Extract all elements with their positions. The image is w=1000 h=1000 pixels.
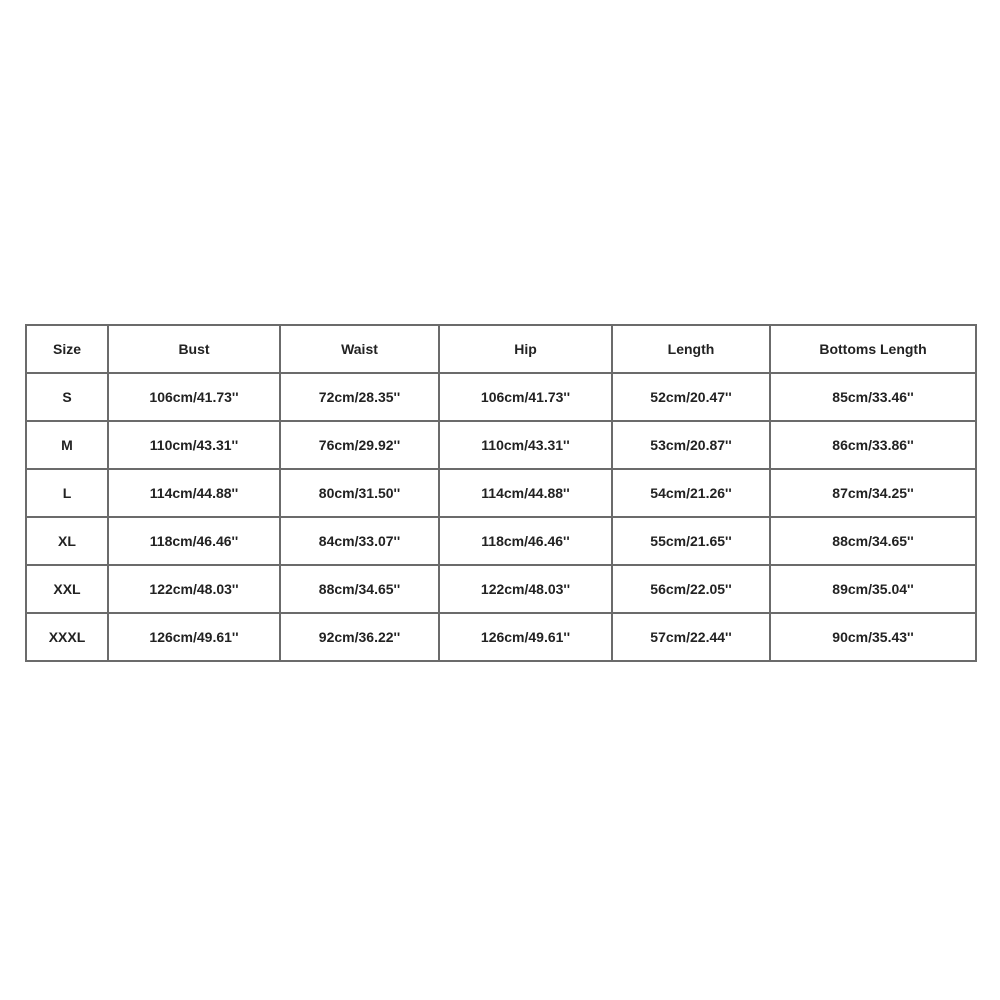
table-row <box>26 613 976 661</box>
cell-waist: 92cm/36.22'' <box>280 613 439 661</box>
cell-hip: 118cm/46.46'' <box>439 517 612 565</box>
table-row <box>26 565 976 613</box>
cell-hip: 106cm/41.73'' <box>439 373 612 421</box>
cell-bust: 118cm/46.46'' <box>108 517 280 565</box>
cell-bottoms-length: 86cm/33.86'' <box>770 421 976 469</box>
header-length: Length <box>612 325 770 373</box>
cell-size: XXL <box>26 565 108 613</box>
cell-length: 54cm/21.26'' <box>612 469 770 517</box>
cell-size: XL <box>26 517 108 565</box>
cell-waist: 76cm/29.92'' <box>280 421 439 469</box>
cell-length: 55cm/21.65'' <box>612 517 770 565</box>
table-row <box>26 469 976 517</box>
cell-waist: 80cm/31.50'' <box>280 469 439 517</box>
cell-waist: 72cm/28.35'' <box>280 373 439 421</box>
cell-bust: 110cm/43.31'' <box>108 421 280 469</box>
size-chart-table <box>25 324 977 662</box>
cell-length: 53cm/20.87'' <box>612 421 770 469</box>
header-bust: Bust <box>108 325 280 373</box>
cell-bust: 114cm/44.88'' <box>108 469 280 517</box>
cell-bottoms-length: 89cm/35.04'' <box>770 565 976 613</box>
cell-bust: 126cm/49.61'' <box>108 613 280 661</box>
cell-size: XXXL <box>26 613 108 661</box>
table-row <box>26 373 976 421</box>
header-hip: Hip <box>439 325 612 373</box>
cell-waist: 84cm/33.07'' <box>280 517 439 565</box>
cell-size: S <box>26 373 108 421</box>
cell-length: 52cm/20.47'' <box>612 373 770 421</box>
header-waist: Waist <box>280 325 439 373</box>
cell-waist: 88cm/34.65'' <box>280 565 439 613</box>
table-row <box>26 421 976 469</box>
cell-bottoms-length: 85cm/33.46'' <box>770 373 976 421</box>
cell-hip: 110cm/43.31'' <box>439 421 612 469</box>
header-bottoms-length: Bottoms Length <box>770 325 976 373</box>
cell-hip: 114cm/44.88'' <box>439 469 612 517</box>
table-header-row <box>26 325 976 373</box>
cell-bottoms-length: 90cm/35.43'' <box>770 613 976 661</box>
cell-hip: 126cm/49.61'' <box>439 613 612 661</box>
cell-bust: 122cm/48.03'' <box>108 565 280 613</box>
cell-bottoms-length: 87cm/34.25'' <box>770 469 976 517</box>
cell-size: M <box>26 421 108 469</box>
cell-length: 57cm/22.44'' <box>612 613 770 661</box>
cell-bottoms-length: 88cm/34.65'' <box>770 517 976 565</box>
header-size: Size <box>26 325 108 373</box>
cell-hip: 122cm/48.03'' <box>439 565 612 613</box>
cell-size: L <box>26 469 108 517</box>
cell-bust: 106cm/41.73'' <box>108 373 280 421</box>
cell-length: 56cm/22.05'' <box>612 565 770 613</box>
table-row <box>26 517 976 565</box>
